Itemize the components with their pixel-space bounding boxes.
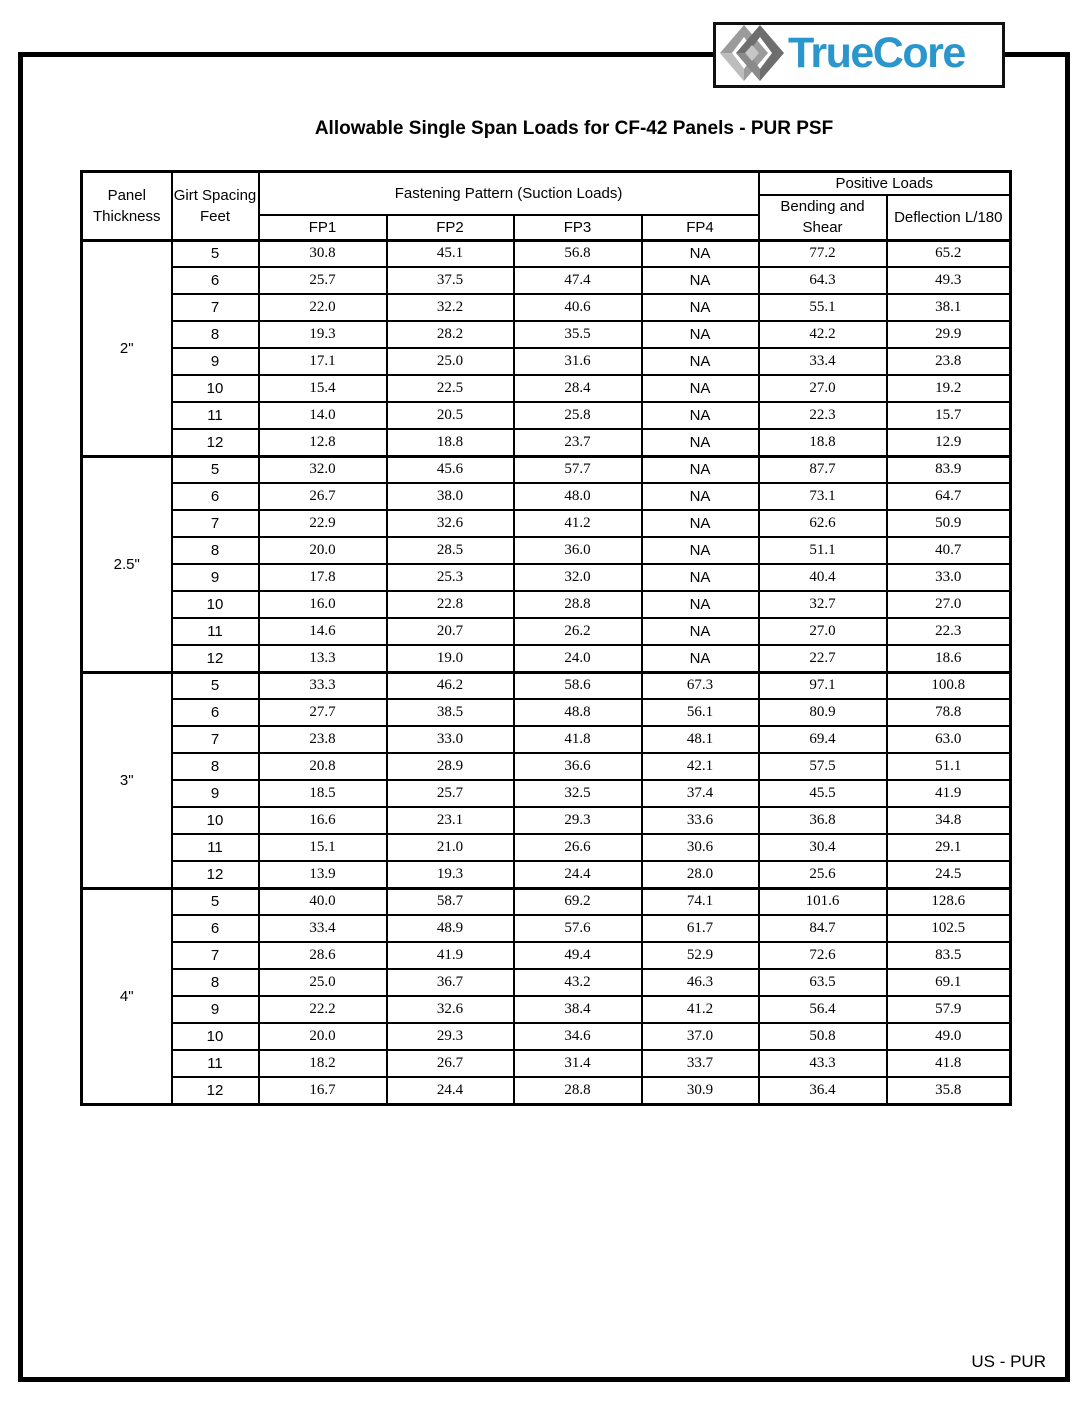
girt-spacing-cell: 11 xyxy=(172,834,259,861)
load-value-cell: 78.8 xyxy=(887,699,1011,726)
load-value-cell: 17.8 xyxy=(259,564,387,591)
load-value-cell: 33.7 xyxy=(642,1050,759,1077)
load-value-cell: 41.9 xyxy=(887,780,1011,807)
load-value-cell: 22.9 xyxy=(259,510,387,537)
load-value-cell: 26.6 xyxy=(514,834,642,861)
load-value-cell: 14.6 xyxy=(259,618,387,645)
load-value-cell: 22.3 xyxy=(759,402,887,429)
load-value-cell: 24.4 xyxy=(387,1077,514,1104)
load-value-cell: 33.4 xyxy=(259,915,387,942)
table-row xyxy=(82,996,1011,1023)
load-value-cell: 22.3 xyxy=(887,618,1011,645)
load-value-cell: 20.0 xyxy=(259,537,387,564)
load-value-cell: 19.0 xyxy=(387,645,514,672)
load-value-cell: 16.6 xyxy=(259,807,387,834)
load-value-cell: 65.2 xyxy=(887,240,1011,267)
load-value-cell: 36.0 xyxy=(514,537,642,564)
load-value-cell: 13.9 xyxy=(259,861,387,888)
load-value-cell: 58.7 xyxy=(387,888,514,915)
girt-spacing-cell: 8 xyxy=(172,969,259,996)
girt-spacing-cell: 5 xyxy=(172,456,259,483)
load-value-cell: 27.7 xyxy=(259,699,387,726)
load-value-cell: 33.0 xyxy=(387,726,514,753)
table-row xyxy=(82,672,1011,699)
load-value-cell: 20.8 xyxy=(259,753,387,780)
table-row xyxy=(82,564,1011,591)
load-value-cell: 28.9 xyxy=(387,753,514,780)
load-value-cell: 30.6 xyxy=(642,834,759,861)
load-value-cell: 19.3 xyxy=(259,321,387,348)
load-value-cell: 25.3 xyxy=(387,564,514,591)
col-header-fp4: FP4 xyxy=(642,215,759,240)
girt-spacing-cell: 10 xyxy=(172,807,259,834)
load-value-cell: 38.0 xyxy=(387,483,514,510)
table-row xyxy=(82,699,1011,726)
table-row xyxy=(82,591,1011,618)
load-value-cell: 48.1 xyxy=(642,726,759,753)
load-value-cell: 72.6 xyxy=(759,942,887,969)
load-value-cell: 15.7 xyxy=(887,402,1011,429)
girt-spacing-cell: 7 xyxy=(172,726,259,753)
load-value-cell: 19.2 xyxy=(887,375,1011,402)
load-value-cell: 64.7 xyxy=(887,483,1011,510)
load-value-cell: 29.1 xyxy=(887,834,1011,861)
load-value-cell: 32.5 xyxy=(514,780,642,807)
load-value-cell: 49.0 xyxy=(887,1023,1011,1050)
table-row xyxy=(82,753,1011,780)
load-value-cell: 48.9 xyxy=(387,915,514,942)
table-row xyxy=(82,1077,1011,1104)
load-value-cell: 32.0 xyxy=(514,564,642,591)
load-value-cell: 128.6 xyxy=(887,888,1011,915)
load-value-cell: 24.4 xyxy=(514,861,642,888)
girt-spacing-cell: 11 xyxy=(172,618,259,645)
load-value-cell: 25.0 xyxy=(387,348,514,375)
truecore-logo xyxy=(713,22,1005,88)
load-value-cell: 55.1 xyxy=(759,294,887,321)
load-value-cell: 73.1 xyxy=(759,483,887,510)
load-value-cell: 30.8 xyxy=(259,240,387,267)
load-value-cell: 38.4 xyxy=(514,996,642,1023)
load-value-cell: 101.6 xyxy=(759,888,887,915)
table-row xyxy=(82,1050,1011,1077)
load-value-cell: 37.0 xyxy=(642,1023,759,1050)
girt-spacing-cell: 8 xyxy=(172,537,259,564)
load-value-cell: 36.8 xyxy=(759,807,887,834)
girt-spacing-cell: 5 xyxy=(172,888,259,915)
load-value-cell: NA xyxy=(642,510,759,537)
girt-spacing-cell: 6 xyxy=(172,483,259,510)
load-value-cell: 57.9 xyxy=(887,996,1011,1023)
load-value-cell: NA xyxy=(642,348,759,375)
girt-spacing-cell: 7 xyxy=(172,510,259,537)
col-header-deflection: Deflection L/180 xyxy=(887,195,1011,240)
load-value-cell: 40.7 xyxy=(887,537,1011,564)
table-row xyxy=(82,1023,1011,1050)
load-value-cell: 51.1 xyxy=(759,537,887,564)
load-value-cell: NA xyxy=(642,564,759,591)
load-value-cell: 35.8 xyxy=(887,1077,1011,1104)
table-row xyxy=(82,915,1011,942)
load-value-cell: 45.5 xyxy=(759,780,887,807)
load-value-cell: 33.4 xyxy=(759,348,887,375)
col-header-fp1: FP1 xyxy=(259,215,387,240)
load-value-cell: 38.1 xyxy=(887,294,1011,321)
table-row xyxy=(82,834,1011,861)
load-value-cell: 28.5 xyxy=(387,537,514,564)
load-value-cell: 26.7 xyxy=(259,483,387,510)
load-value-cell: 22.2 xyxy=(259,996,387,1023)
table-row xyxy=(82,429,1011,456)
load-value-cell: 57.7 xyxy=(514,456,642,483)
load-value-cell: 26.7 xyxy=(387,1050,514,1077)
load-value-cell: 15.1 xyxy=(259,834,387,861)
girt-spacing-cell: 8 xyxy=(172,321,259,348)
load-value-cell: 14.0 xyxy=(259,402,387,429)
girt-spacing-cell: 12 xyxy=(172,861,259,888)
load-value-cell: 69.4 xyxy=(759,726,887,753)
load-value-cell: 50.9 xyxy=(887,510,1011,537)
load-value-cell: 42.1 xyxy=(642,753,759,780)
load-value-cell: 41.2 xyxy=(514,510,642,537)
load-value-cell: 29.3 xyxy=(514,807,642,834)
load-value-cell: 84.7 xyxy=(759,915,887,942)
load-value-cell: 49.4 xyxy=(514,942,642,969)
load-value-cell: 57.6 xyxy=(514,915,642,942)
load-value-cell: 31.6 xyxy=(514,348,642,375)
load-value-cell: 23.8 xyxy=(259,726,387,753)
load-value-cell: 25.6 xyxy=(759,861,887,888)
load-value-cell: 21.0 xyxy=(387,834,514,861)
girt-spacing-cell: 12 xyxy=(172,429,259,456)
load-value-cell: 43.3 xyxy=(759,1050,887,1077)
load-value-cell: NA xyxy=(642,591,759,618)
load-value-cell: 63.0 xyxy=(887,726,1011,753)
load-value-cell: 25.7 xyxy=(259,267,387,294)
girt-spacing-cell: 12 xyxy=(172,1077,259,1104)
load-value-cell: 23.8 xyxy=(887,348,1011,375)
load-value-cell: 17.1 xyxy=(259,348,387,375)
load-value-cell: 45.1 xyxy=(387,240,514,267)
load-value-cell: 62.6 xyxy=(759,510,887,537)
load-value-cell: 64.3 xyxy=(759,267,887,294)
load-value-cell: 18.8 xyxy=(759,429,887,456)
load-value-cell: NA xyxy=(642,267,759,294)
load-value-cell: 83.9 xyxy=(887,456,1011,483)
load-value-cell: 61.7 xyxy=(642,915,759,942)
load-value-cell: 27.0 xyxy=(887,591,1011,618)
load-value-cell: 25.8 xyxy=(514,402,642,429)
table-row xyxy=(82,888,1011,915)
load-value-cell: 43.2 xyxy=(514,969,642,996)
load-value-cell: 38.5 xyxy=(387,699,514,726)
table-row xyxy=(82,807,1011,834)
girt-spacing-cell: 5 xyxy=(172,672,259,699)
load-value-cell: 32.7 xyxy=(759,591,887,618)
load-value-cell: 48.8 xyxy=(514,699,642,726)
load-value-cell: 15.4 xyxy=(259,375,387,402)
load-value-cell: 20.5 xyxy=(387,402,514,429)
load-value-cell: 63.5 xyxy=(759,969,887,996)
table-row xyxy=(82,861,1011,888)
girt-spacing-cell: 9 xyxy=(172,780,259,807)
load-value-cell: 32.6 xyxy=(387,996,514,1023)
load-value-cell: 41.2 xyxy=(642,996,759,1023)
load-value-cell: 48.0 xyxy=(514,483,642,510)
table-row xyxy=(82,645,1011,672)
col-header-girt-spacing: Girt Spacing Feet xyxy=(172,172,259,241)
table-row xyxy=(82,348,1011,375)
load-value-cell: 52.9 xyxy=(642,942,759,969)
load-value-cell: 40.6 xyxy=(514,294,642,321)
load-value-cell: 28.0 xyxy=(642,861,759,888)
load-value-cell: 12.8 xyxy=(259,429,387,456)
table-row xyxy=(82,618,1011,645)
load-value-cell: 16.0 xyxy=(259,591,387,618)
load-value-cell: 69.1 xyxy=(887,969,1011,996)
load-value-cell: 27.0 xyxy=(759,375,887,402)
load-value-cell: 24.0 xyxy=(514,645,642,672)
load-value-cell: NA xyxy=(642,537,759,564)
table-row xyxy=(82,456,1011,483)
load-value-cell: 33.0 xyxy=(887,564,1011,591)
load-value-cell: 42.2 xyxy=(759,321,887,348)
table-row xyxy=(82,321,1011,348)
load-value-cell: 41.8 xyxy=(514,726,642,753)
panel-thickness-cell: 2.5" xyxy=(82,456,172,672)
load-value-cell: 74.1 xyxy=(642,888,759,915)
load-value-cell: 97.1 xyxy=(759,672,887,699)
load-value-cell: 102.5 xyxy=(887,915,1011,942)
load-value-cell: 33.6 xyxy=(642,807,759,834)
load-value-cell: NA xyxy=(642,483,759,510)
girt-spacing-cell: 7 xyxy=(172,942,259,969)
load-value-cell: 47.4 xyxy=(514,267,642,294)
load-value-cell: 34.6 xyxy=(514,1023,642,1050)
col-header-fp2: FP2 xyxy=(387,215,514,240)
table-row xyxy=(82,537,1011,564)
load-value-cell: 29.9 xyxy=(887,321,1011,348)
load-value-cell: 35.5 xyxy=(514,321,642,348)
col-header-fp3: FP3 xyxy=(514,215,642,240)
load-value-cell: 28.8 xyxy=(514,1077,642,1104)
load-value-cell: 50.8 xyxy=(759,1023,887,1050)
load-value-cell: 87.7 xyxy=(759,456,887,483)
panel-thickness-cell: 2" xyxy=(82,240,172,456)
girt-spacing-cell: 10 xyxy=(172,591,259,618)
load-value-cell: 18.8 xyxy=(387,429,514,456)
load-value-cell: 27.0 xyxy=(759,618,887,645)
load-value-cell: NA xyxy=(642,618,759,645)
load-value-cell: 56.1 xyxy=(642,699,759,726)
load-value-cell: 28.8 xyxy=(514,591,642,618)
load-value-cell: NA xyxy=(642,321,759,348)
load-value-cell: NA xyxy=(642,294,759,321)
girt-spacing-cell: 9 xyxy=(172,564,259,591)
load-table xyxy=(80,170,1012,1106)
load-value-cell: 36.4 xyxy=(759,1077,887,1104)
girt-spacing-cell: 11 xyxy=(172,1050,259,1077)
table-row xyxy=(82,240,1011,267)
page-title: Allowable Single Span Loads for CF-42 Panels - PUR PSF xyxy=(314,118,834,139)
girt-spacing-cell: 9 xyxy=(172,996,259,1023)
load-value-cell: 18.2 xyxy=(259,1050,387,1077)
load-value-cell: 29.3 xyxy=(387,1023,514,1050)
load-value-cell: 56.8 xyxy=(514,240,642,267)
load-value-cell: 22.8 xyxy=(387,591,514,618)
load-value-cell: 69.2 xyxy=(514,888,642,915)
girt-spacing-cell: 6 xyxy=(172,699,259,726)
table-row xyxy=(82,375,1011,402)
table-row xyxy=(82,969,1011,996)
load-value-cell: 36.6 xyxy=(514,753,642,780)
load-value-cell: 56.4 xyxy=(759,996,887,1023)
load-value-cell: 31.4 xyxy=(514,1050,642,1077)
load-value-cell: 80.9 xyxy=(759,699,887,726)
load-value-cell: 49.3 xyxy=(887,267,1011,294)
load-value-cell: 34.8 xyxy=(887,807,1011,834)
girt-spacing-cell: 10 xyxy=(172,375,259,402)
load-value-cell: 41.9 xyxy=(387,942,514,969)
load-value-cell: 25.0 xyxy=(259,969,387,996)
load-value-cell: 22.5 xyxy=(387,375,514,402)
load-value-cell: 16.7 xyxy=(259,1077,387,1104)
load-value-cell: 25.7 xyxy=(387,780,514,807)
table-body xyxy=(82,240,1011,1104)
table-row xyxy=(82,294,1011,321)
col-header-panel-thickness: Panel Thickness xyxy=(82,172,172,241)
load-value-cell: 18.6 xyxy=(887,645,1011,672)
col-header-fastening-pattern: Fastening Pattern (Suction Loads) xyxy=(259,172,759,216)
load-value-cell: 37.4 xyxy=(642,780,759,807)
load-value-cell: 32.2 xyxy=(387,294,514,321)
panel-thickness-cell: 3" xyxy=(82,672,172,888)
girt-spacing-cell: 11 xyxy=(172,402,259,429)
load-value-cell: 19.3 xyxy=(387,861,514,888)
table-row xyxy=(82,942,1011,969)
load-value-cell: 32.6 xyxy=(387,510,514,537)
load-value-cell: 12.9 xyxy=(887,429,1011,456)
footer-code: US - PUR xyxy=(971,1352,1046,1371)
load-value-cell: 13.3 xyxy=(259,645,387,672)
load-value-cell: 57.5 xyxy=(759,753,887,780)
load-value-cell: 32.0 xyxy=(259,456,387,483)
load-value-cell: 37.5 xyxy=(387,267,514,294)
load-value-cell: 41.8 xyxy=(887,1050,1011,1077)
load-value-cell: 51.1 xyxy=(887,753,1011,780)
load-value-cell: 22.0 xyxy=(259,294,387,321)
girt-spacing-cell: 5 xyxy=(172,240,259,267)
load-value-cell: 33.3 xyxy=(259,672,387,699)
load-value-cell: 67.3 xyxy=(642,672,759,699)
load-value-cell: 40.0 xyxy=(259,888,387,915)
load-value-cell: NA xyxy=(642,402,759,429)
table-row xyxy=(82,483,1011,510)
load-value-cell: 20.0 xyxy=(259,1023,387,1050)
girt-spacing-cell: 10 xyxy=(172,1023,259,1050)
load-value-cell: 100.8 xyxy=(887,672,1011,699)
load-value-cell: 45.6 xyxy=(387,456,514,483)
load-value-cell: 58.6 xyxy=(514,672,642,699)
load-value-cell: 28.2 xyxy=(387,321,514,348)
girt-spacing-cell: 12 xyxy=(172,645,259,672)
table-row xyxy=(82,510,1011,537)
load-value-cell: 36.7 xyxy=(387,969,514,996)
load-value-cell: NA xyxy=(642,645,759,672)
girt-spacing-cell: 6 xyxy=(172,915,259,942)
table-row xyxy=(82,726,1011,753)
girt-spacing-cell: 9 xyxy=(172,348,259,375)
girt-spacing-cell: 8 xyxy=(172,753,259,780)
load-value-cell: 46.2 xyxy=(387,672,514,699)
diamond-logo-icon xyxy=(718,23,786,88)
load-value-cell: 20.7 xyxy=(387,618,514,645)
col-header-positive-loads: Positive Loads xyxy=(759,172,1011,196)
load-value-cell: 26.2 xyxy=(514,618,642,645)
table-row xyxy=(82,267,1011,294)
load-value-cell: 23.1 xyxy=(387,807,514,834)
load-value-cell: 46.3 xyxy=(642,969,759,996)
table-row xyxy=(82,402,1011,429)
load-value-cell: 24.5 xyxy=(887,861,1011,888)
load-value-cell: NA xyxy=(642,456,759,483)
panel-thickness-cell: 4" xyxy=(82,888,172,1104)
table-row xyxy=(82,780,1011,807)
col-header-bending-shear: Bending and Shear xyxy=(759,195,887,240)
load-value-cell: 28.6 xyxy=(259,942,387,969)
load-value-cell: 22.7 xyxy=(759,645,887,672)
load-value-cell: 40.4 xyxy=(759,564,887,591)
load-value-cell: NA xyxy=(642,240,759,267)
girt-spacing-cell: 7 xyxy=(172,294,259,321)
brand-text: TrueCore xyxy=(788,29,965,77)
load-value-cell: 18.5 xyxy=(259,780,387,807)
girt-spacing-cell: 6 xyxy=(172,267,259,294)
load-value-cell: 30.4 xyxy=(759,834,887,861)
load-value-cell: NA xyxy=(642,429,759,456)
load-value-cell: 28.4 xyxy=(514,375,642,402)
load-value-cell: 77.2 xyxy=(759,240,887,267)
load-value-cell: NA xyxy=(642,375,759,402)
load-value-cell: 23.7 xyxy=(514,429,642,456)
load-value-cell: 83.5 xyxy=(887,942,1011,969)
load-value-cell: 30.9 xyxy=(642,1077,759,1104)
